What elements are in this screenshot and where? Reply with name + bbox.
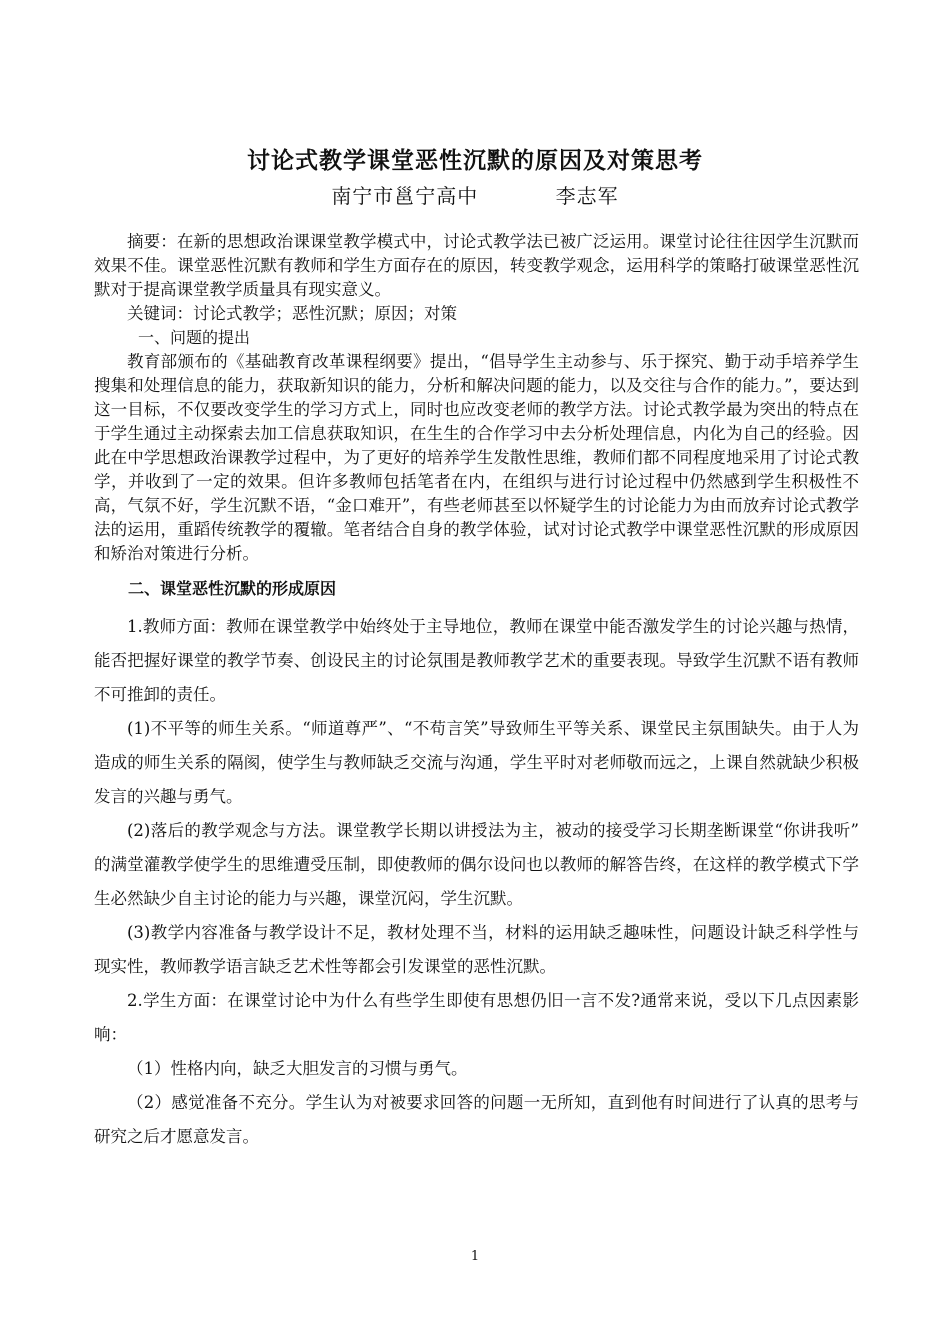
document-title: 讨论式教学课堂恶性沉默的原因及对策思考 [247, 147, 703, 174]
page-number: 1 [470, 1249, 480, 1264]
student-item-2: （2）感觉准备不充分。学生认为对被要求回答的问题一无所知，直到他有时间进行了认真的思考与研究之后才愿意发言。 [94, 1093, 859, 1146]
teacher-paragraph: 1.教师方面：教师在课堂教学中始终处于主导地位，教师在课堂中能否激发学生的讨论兴趣与热情，能否把握好课堂的教学节奏、创设民主的讨论氛围是教师教学艺术的重要表现。导致学生沉默不语有教师不可推卸的责任。 [94, 617, 859, 704]
student-item-1: （1）性格内向，缺乏大胆发言的习惯与勇气。 [127, 1059, 468, 1078]
section1-paragraph: 教育部颁布的《基础教育改革课程纲要》提出，“倡导学生主动参与、乐于探究、勤于动手培养学生搜集和处理信息的能力，获取新知识的能力，分析和解决问题的能力，以及交往与合作的能力。”，要达到这一目标，不仅要改变学生的学习方式上，同时也应改变老师的教学方法。讨论式教学最为突出的特点在于学生通过主动探索去加工信息获取知识，在生生的合作学习中去分析处理信息，内化为自己的经验。因此在中学思想政治课教学过程中，为了更好的培养学生发散性思维，教师们都不同程度地采用了讨论式教学，并收到了一定的效果。但许多教师包括笔者在内，在组织与进行讨论过程中仍然感到学生积极性不高，气氛不好，学生沉默不语，“金口难开”，有些老师甚至以怀疑学生的讨论能力为由而放弃讨论式教学法的运用，重蹈传统教学的覆辙。笔者结合自身的教学体验，试对讨论式教学中课堂恶性沉默的形成原因和矫治对策进行分析。 [94, 352, 859, 563]
teacher-item-3: (3)教学内容准备与教学设计不足，教材处理不当，材料的运用缺乏趣味性，问题设计缺乏科学性与现实性，教师教学语言缺乏艺术性等都会引发课堂的恶性沉默。 [94, 923, 859, 976]
student-paragraph: 2.学生方面：在课堂讨论中为什么有些学生即使有思想仍旧一言不发?通常来说，受以下几点因素影响： [94, 991, 859, 1044]
author-name: 李志军 [555, 184, 619, 208]
abstract: 摘要：在新的思想政治课课堂教学模式中，讨论式教学法已被广泛运用。课堂讨论往往因学生沉默而效果不佳。课堂恶性沉默有教师和学生方面存在的原因，转变教学观念，运用科学的策略打破课堂恶性沉默对于提高课堂教学质量具有现实意义。 [94, 232, 859, 299]
document-body [94, 230, 876, 1154]
section1-heading: 一、问题的提出 [138, 328, 251, 347]
byline [0, 180, 950, 209]
keywords: 关键词：讨论式教学；恶性沉默；原因；对策 [127, 304, 457, 323]
school-name: 南宁市邕宁高中 [331, 184, 479, 208]
teacher-item-1: (1)不平等的师生关系。“师道尊严”、“不苟言笑”导致师生平等关系、课堂民主氛围缺失。由于人为造成的师生关系的隔阂，使学生与教师缺乏交流与沟通，学生平时对老师敬而远之，上课自然就缺少积极发言的兴趣与勇气。 [94, 719, 859, 806]
section2-heading: 二、课堂恶性沉默的形成原因 [128, 579, 337, 598]
teacher-item-2: (2)落后的教学观念与方法。课堂教学长期以讲授法为主，被动的接受学习长期垄断课堂“你讲我听” 的满堂灌教学使学生的思维遭受压制，即使教师的偶尔设问也以教师的解答告终，在这样的教学模式下学生必然缺少自主讨论的能力与兴趣，课堂沉闷，学生沉默。 [94, 821, 876, 908]
